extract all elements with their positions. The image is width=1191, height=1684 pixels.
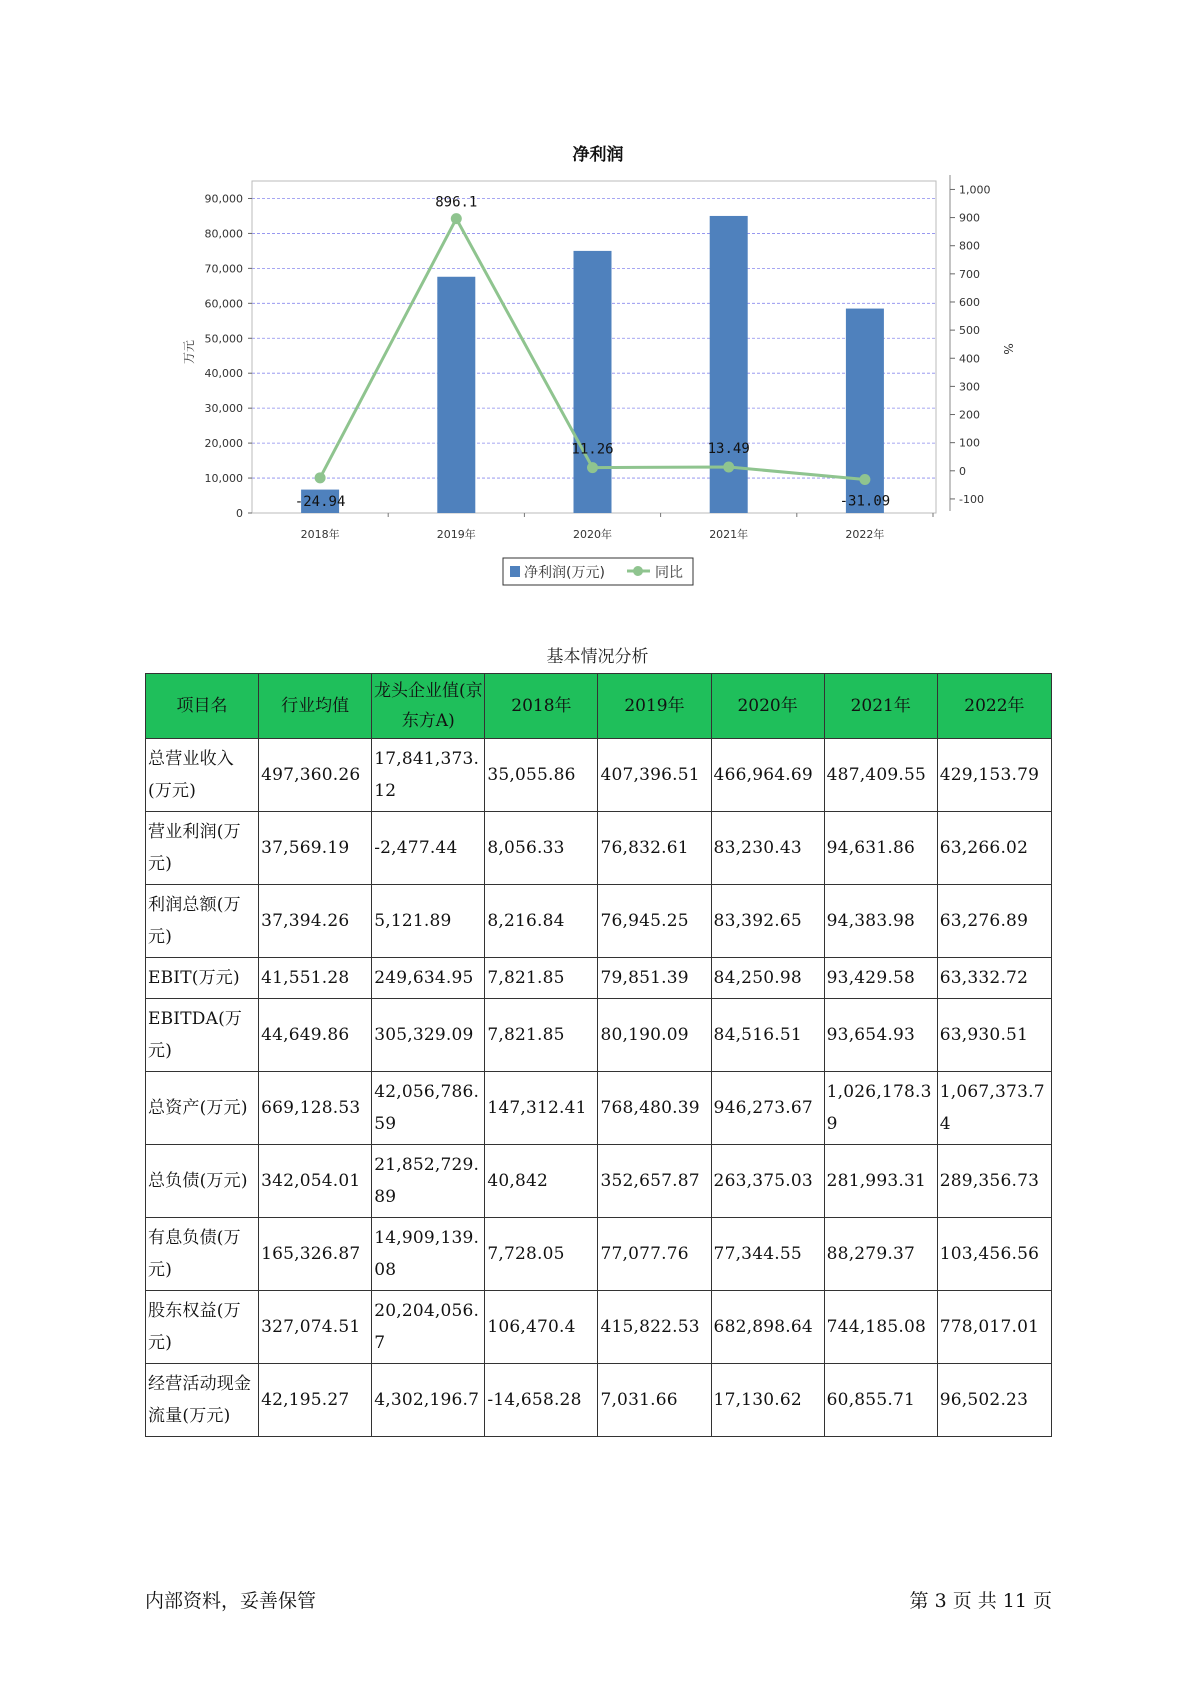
- table-cell: 96,502.23: [937, 1364, 1051, 1437]
- yoy-point: [315, 472, 326, 483]
- chart-title: 净利润: [572, 145, 624, 165]
- left-tick-label: 50,000: [204, 332, 243, 346]
- column-header: 行业均值: [259, 674, 372, 739]
- right-tick-label: 1,000: [959, 183, 991, 197]
- footer-confidential-note: 内部资料，妥善保管: [145, 1590, 317, 1612]
- table-cell: 80,190.09: [598, 999, 711, 1072]
- table-cell: 17,130.62: [711, 1364, 824, 1437]
- table-cell: 76,945.25: [598, 885, 711, 958]
- table-cell: 93,429.58: [824, 958, 937, 999]
- x-tick-label: 2019年: [436, 528, 476, 541]
- right-tick-label: 400: [959, 352, 980, 366]
- table-cell: 63,276.89: [937, 885, 1051, 958]
- left-tick-label: 0: [236, 507, 243, 520]
- table-cell: 63,930.51: [937, 999, 1051, 1072]
- table-cell: 7,728.05: [485, 1218, 598, 1291]
- bar: [574, 251, 612, 513]
- table-cell: 327,074.51: [259, 1291, 372, 1364]
- table-cell: 83,230.43: [711, 812, 824, 885]
- table-cell: 40,842: [485, 1145, 598, 1218]
- table-cell: 17,841,373.12: [372, 739, 485, 812]
- table-cell: 41,551.28: [259, 958, 372, 999]
- x-tick-label: 2022年: [845, 528, 885, 541]
- table-cell: 103,456.56: [937, 1218, 1051, 1291]
- yoy-point: [451, 213, 462, 224]
- right-tick-label: 500: [959, 324, 980, 338]
- table-cell: 768,480.39: [598, 1072, 711, 1145]
- x-tick-label: 2018年: [300, 528, 340, 541]
- table-cell: 8,056.33: [485, 812, 598, 885]
- table-cell: 4,302,196.7: [372, 1364, 485, 1437]
- legend-line-label: 同比: [655, 565, 683, 581]
- table-cell: 342,054.01: [259, 1145, 372, 1218]
- table-row: [146, 958, 1052, 999]
- left-tick-label: 70,000: [204, 262, 243, 276]
- right-tick-label: 0: [959, 464, 966, 478]
- row-label: 总营业收入(万元): [146, 739, 259, 812]
- table-row: [146, 812, 1052, 885]
- table-row: [146, 1364, 1052, 1437]
- table-cell: 497,360.26: [259, 739, 372, 812]
- table-cell: 83,392.65: [711, 885, 824, 958]
- data-label: 11.26: [571, 441, 614, 458]
- table-row: [146, 1072, 1052, 1145]
- table-cell: 407,396.51: [598, 739, 711, 812]
- row-label: 总资产(万元): [146, 1072, 259, 1145]
- left-tick-label: 10,000: [204, 472, 243, 486]
- right-tick-label: 300: [959, 380, 980, 394]
- legend-line-marker: [633, 566, 643, 576]
- legend-bar-swatch: [510, 566, 520, 577]
- table-cell: 21,852,729.89: [372, 1145, 485, 1218]
- right-tick-label: 600: [959, 295, 980, 309]
- row-label: 总负债(万元): [146, 1145, 259, 1218]
- table-cell: -2,477.44: [372, 812, 485, 885]
- x-tick-label: 2021年: [709, 528, 749, 541]
- row-label: 经营活动现金流量(万元): [146, 1364, 259, 1437]
- table-row: [146, 885, 1052, 958]
- table-row: [146, 739, 1052, 812]
- x-tick-label: 2020年: [573, 528, 612, 541]
- table-cell: 305,329.09: [372, 999, 485, 1072]
- row-label: 利润总额(万元): [146, 885, 259, 958]
- table-cell: 147,312.41: [485, 1072, 598, 1145]
- column-header: 龙头企业值(京东方A): [372, 674, 485, 739]
- table-cell: 94,383.98: [824, 885, 937, 958]
- row-label: 有息负债(万元): [146, 1218, 259, 1291]
- table-cell: 37,569.19: [259, 812, 372, 885]
- table-cell: 281,993.31: [824, 1145, 937, 1218]
- table-row: [146, 1145, 1052, 1218]
- right-tick-label: 900: [959, 211, 980, 225]
- table-cell: 20,204,056.7: [372, 1291, 485, 1364]
- right-tick-label: -100: [959, 492, 984, 506]
- table-cell: 77,344.55: [711, 1218, 824, 1291]
- left-tick-label: 20,000: [204, 437, 243, 451]
- table-cell: 44,649.86: [259, 999, 372, 1072]
- table-cell: 8,216.84: [485, 885, 598, 958]
- table-cell: 60,855.71: [824, 1364, 937, 1437]
- yoy-point: [587, 462, 598, 473]
- table-row: [146, 999, 1052, 1072]
- left-axis-label: 万元: [182, 339, 196, 365]
- right-tick-label: 100: [959, 436, 980, 450]
- table-row: [146, 1291, 1052, 1364]
- data-label: 896.1: [435, 194, 478, 211]
- table-cell: 466,964.69: [711, 739, 824, 812]
- table-cell: 1,026,178.39: [824, 1072, 937, 1145]
- table-cell: 429,153.79: [937, 739, 1051, 812]
- table-cell: 106,470.4: [485, 1291, 598, 1364]
- table-cell: 352,657.87: [598, 1145, 711, 1218]
- table-cell: -14,658.28: [485, 1364, 598, 1437]
- table-header-row: [146, 674, 1052, 739]
- table-cell: 7,031.66: [598, 1364, 711, 1437]
- left-tick-label: 30,000: [204, 402, 243, 416]
- left-tick-label: 80,000: [204, 227, 243, 241]
- left-tick-label: 90,000: [204, 192, 243, 206]
- table-cell: 76,832.61: [598, 812, 711, 885]
- data-label: 13.49: [707, 441, 750, 458]
- table-cell: 7,821.85: [485, 958, 598, 999]
- yoy-point: [859, 474, 870, 485]
- column-header: 2019年: [598, 674, 711, 739]
- table-cell: 289,356.73: [937, 1145, 1051, 1218]
- table-cell: 94,631.86: [824, 812, 937, 885]
- row-label: 股东权益(万元): [146, 1291, 259, 1364]
- chart-svg: [0, 0, 1191, 600]
- column-header: 2020年: [711, 674, 824, 739]
- table-row: [146, 1218, 1052, 1291]
- net-profit-chart: [0, 0, 1191, 600]
- basic-analysis-table: [145, 673, 1052, 1437]
- data-label: -24.94: [294, 493, 346, 510]
- bar: [437, 277, 475, 513]
- table-cell: 88,279.37: [824, 1218, 937, 1291]
- right-tick-label: 700: [959, 267, 980, 281]
- table-cell: 5,121.89: [372, 885, 485, 958]
- table-cell: 14,909,139.08: [372, 1218, 485, 1291]
- yoy-point: [723, 462, 734, 473]
- table-cell: 84,516.51: [711, 999, 824, 1072]
- data-label: -31.09: [839, 493, 891, 510]
- column-header: 2021年: [824, 674, 937, 739]
- right-tick-label: 800: [959, 239, 980, 253]
- table-cell: 42,056,786.59: [372, 1072, 485, 1145]
- table-cell: 1,067,373.74: [937, 1072, 1051, 1145]
- table-cell: 77,077.76: [598, 1218, 711, 1291]
- table-cell: 744,185.08: [824, 1291, 937, 1364]
- right-tick-label: 200: [959, 408, 980, 422]
- table-cell: 263,375.03: [711, 1145, 824, 1218]
- table-cell: 7,821.85: [485, 999, 598, 1072]
- row-label: EBIT(万元): [146, 958, 259, 999]
- row-label: EBITDA(万元): [146, 999, 259, 1072]
- footer-page-number: 第 3 页 共 11 页: [909, 1590, 1052, 1612]
- table-cell: 37,394.26: [259, 885, 372, 958]
- table-cell: 93,654.93: [824, 999, 937, 1072]
- left-tick-label: 40,000: [204, 367, 243, 381]
- legend-bar-label: 净利润(万元): [524, 565, 605, 581]
- table-cell: 35,055.86: [485, 739, 598, 812]
- column-header: 项目名: [146, 674, 259, 739]
- right-axis-label: %: [1001, 343, 1015, 355]
- table-cell: 63,266.02: [937, 812, 1051, 885]
- column-header: 2018年: [485, 674, 598, 739]
- table-cell: 165,326.87: [259, 1218, 372, 1291]
- column-header: 2022年: [937, 674, 1051, 739]
- table-cell: 778,017.01: [937, 1291, 1051, 1364]
- table-cell: 79,851.39: [598, 958, 711, 999]
- row-label: 营业利润(万元): [146, 812, 259, 885]
- table-cell: 249,634.95: [372, 958, 485, 999]
- table-cell: 487,409.55: [824, 739, 937, 812]
- table-cell: 42,195.27: [259, 1364, 372, 1437]
- table-cell: 669,128.53: [259, 1072, 372, 1145]
- table-cell: 946,273.67: [711, 1072, 824, 1145]
- table-cell: 63,332.72: [937, 958, 1051, 999]
- left-tick-label: 60,000: [204, 297, 243, 311]
- table-cell: 84,250.98: [711, 958, 824, 999]
- table-cell: 415,822.53: [598, 1291, 711, 1364]
- table-cell: 682,898.64: [711, 1291, 824, 1364]
- table-caption: 基本情况分析: [546, 647, 649, 667]
